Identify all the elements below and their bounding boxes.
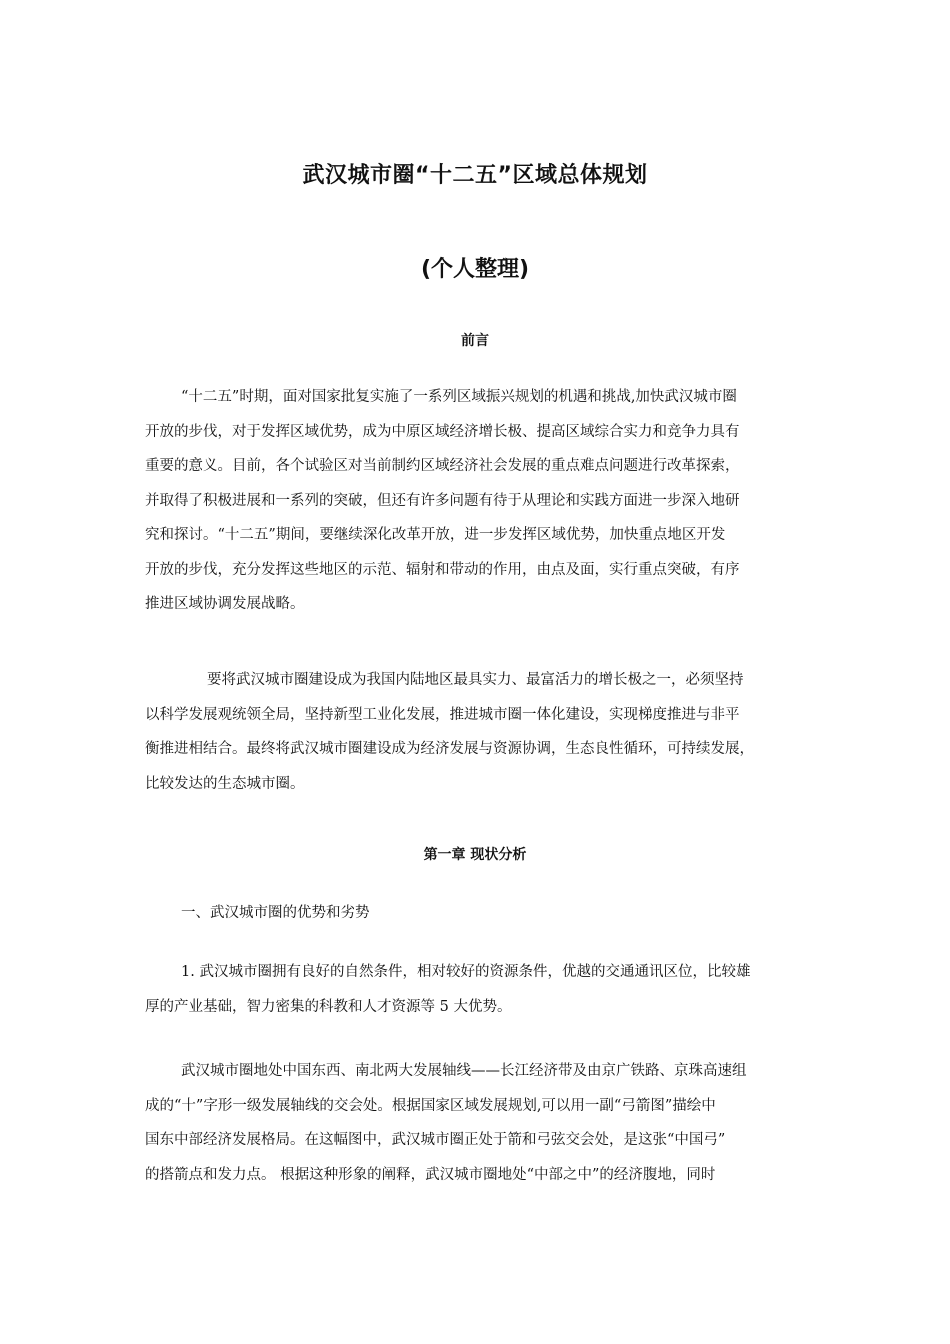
- text-line: 衡推进相结合。最终将武汉城市圈建设成为经济发展与资源协调，生态良性循环，可持续发展，: [145, 741, 754, 757]
- text-line: 比较发达的生态城市圈。: [145, 775, 305, 792]
- body-paragraph-3: [145, 1054, 807, 1192]
- item-1-paragraph: [145, 955, 807, 1024]
- chapter-1-heading: 第一章 现状分析: [423, 847, 527, 863]
- text-line: 一、武汉城市圈的优势和劣势: [181, 905, 370, 921]
- text-line: 要将武汉城市圈建设成为我国内陆地区最具实力、最富活力的增长极之一，必须坚持: [207, 672, 744, 688]
- text-line: 重要的意义。目前，各个试验区对当前制约区域经济社会发展的重点难点问题进行改革探索，: [145, 458, 740, 474]
- text-line: 1. 武汉城市圈拥有良好的自然条件，相对较好的资源条件，优越的交通通讯区位，比较雄: [181, 964, 751, 980]
- text-line: 以科学发展观统领全局，坚持新型工业化发展，推进城市圈一体化建设，实现梯度推进与非平: [145, 706, 740, 723]
- text-line: 的搭箭点和发力点。 根据这种形象的阐释，武汉城市圈地处“中部之中”的经济腹地，同时: [145, 1166, 716, 1183]
- preface-paragraph-2: [145, 663, 807, 801]
- text-line: 并取得了积极进展和一系列的突破，但还有许多问题有待于从理论和实践方面进一步深入地研: [145, 492, 740, 509]
- document-title: 武汉城市圈“十二五”区域总体规划: [302, 163, 648, 188]
- text-line: 武汉城市圈地处中国东西、南北两大发展轴线——长江经济带及由京广铁路、京珠高速组: [181, 1063, 747, 1079]
- text-line: 开放的步伐，充分发挥这些地区的示范、辐射和带动的作用，由点及面，实行重点突破，有序: [145, 561, 740, 578]
- text-line: 厚的产业基础，智力密集的科教和人才资源等 5 大优势。: [145, 998, 512, 1015]
- text-line: 推进区域协调发展战略。: [145, 596, 305, 612]
- text-line: 成的“十”字形一级发展轴线的交会处。根据国家区域发展规划,可以用一副“弓箭图”描绘中: [145, 1097, 716, 1114]
- document-subtitle: (个人整理): [420, 257, 530, 282]
- text-line: “十二五”时期，面对国家批复实施了一系列区域振兴规划的机遇和挑战,加快武汉城市圈: [181, 389, 737, 405]
- preface-heading: 前言: [461, 333, 489, 349]
- section-1-title: [145, 896, 807, 931]
- text-line: 开放的步伐，对于发挥区域优势，成为中原区域经济增长极、提高区域综合实力和竞争力具有: [145, 423, 740, 440]
- text-line: 究和探讨。“十二五”期间，要继续深化改革开放，进一步发挥区域优势，加快重点地区开发: [145, 527, 726, 543]
- text-line: 国东中部经济发展格局。在这幅图中，武汉城市圈正处于箭和弓弦交会处，是这张“中国弓”: [145, 1132, 726, 1148]
- preface-paragraph-1: [145, 380, 807, 622]
